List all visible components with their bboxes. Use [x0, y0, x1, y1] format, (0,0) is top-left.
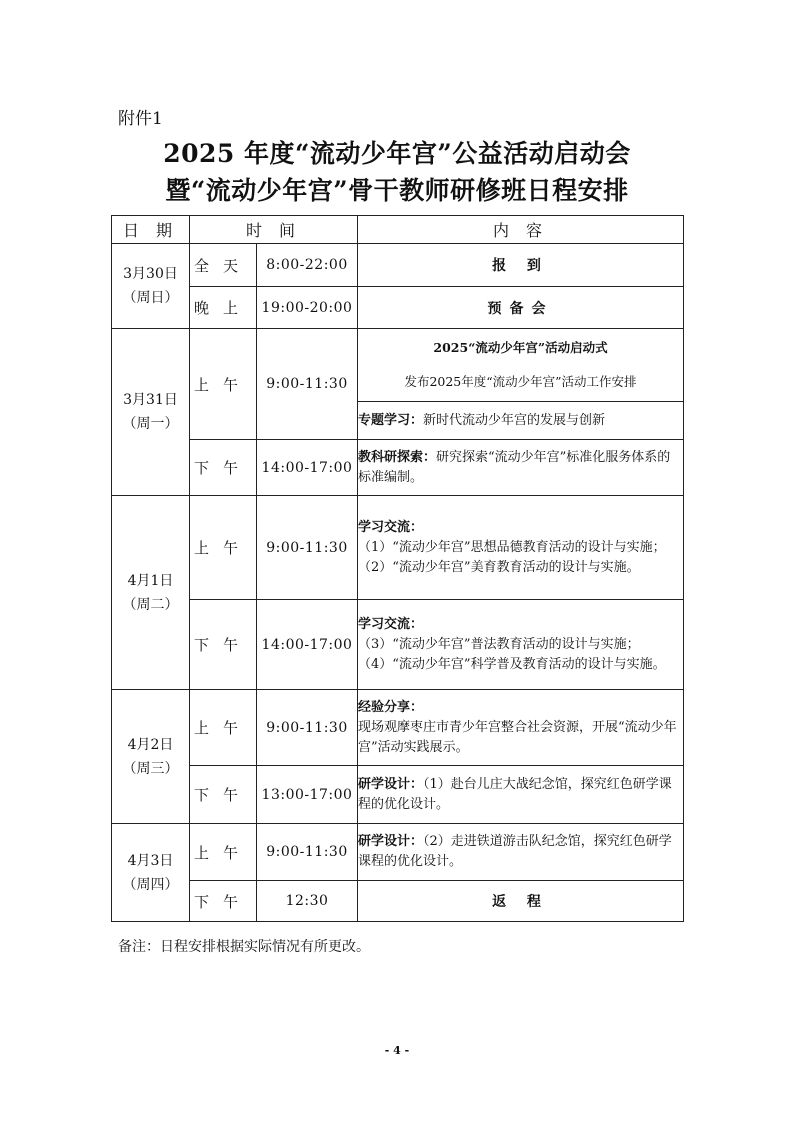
- content-cell: [358, 824, 684, 881]
- table-row: [112, 766, 684, 824]
- content-label: 经验分享：: [358, 699, 424, 715]
- date-text: 4月2日: [127, 736, 174, 753]
- content-label: 研学设计：: [358, 834, 424, 849]
- content-cell: 返 程: [358, 881, 684, 922]
- period-cell: 晚上: [190, 287, 257, 329]
- content-cell: [358, 766, 684, 824]
- header-date: 日 期: [112, 216, 190, 244]
- period-cell: 上午: [190, 496, 257, 600]
- time-cell: 19:00-20:00: [257, 287, 358, 329]
- time-cell: 14:00-17:00: [257, 600, 358, 690]
- content-cell: [358, 329, 684, 402]
- ceremony-subtitle: 发布2025年度“流动少年宫”活动工作安排: [404, 374, 637, 389]
- content-cell: 预备会: [358, 287, 684, 329]
- table-row: [112, 690, 684, 766]
- weekday-text: （周三）: [122, 760, 179, 777]
- page-number: - 4 -: [384, 1044, 410, 1057]
- table-row: [112, 440, 684, 496]
- date-cell: [112, 244, 190, 329]
- content-label: 学习交流：: [358, 519, 424, 535]
- content-label: 学习交流：: [358, 616, 424, 632]
- table-row: [112, 600, 684, 690]
- period-cell: 下午: [190, 600, 257, 690]
- table-row: [112, 329, 684, 402]
- time-cell: 9:00-11:30: [257, 329, 358, 440]
- content-cell: [358, 690, 684, 766]
- period-cell: 下午: [190, 766, 257, 824]
- time-cell: 12:30: [257, 881, 358, 922]
- content-cell: [358, 496, 684, 600]
- weekday-text: （周一）: [122, 416, 179, 432]
- content-text: 新时代流动少年宫的发展与创新: [423, 412, 606, 428]
- period-cell: 下午: [190, 881, 257, 922]
- period-cell: 全天: [190, 244, 257, 287]
- date-text: 4月1日: [127, 572, 174, 589]
- content-cell: [358, 600, 684, 690]
- content-text: （4）“流动少年宫”科学普及教育活动的设计与实施。: [358, 656, 666, 672]
- footnote: 备注：日程安排根据实际情况有所更改。: [118, 939, 370, 955]
- content-label: 教科研探索：: [358, 449, 437, 465]
- page-title-line2: 暨“流动少年宫”骨干教师研修班日程安排: [165, 176, 629, 205]
- time-cell: 14:00-17:00: [257, 440, 358, 496]
- time-cell: 9:00-11:30: [257, 496, 358, 600]
- content-text: （2）“流动少年宫”美育教育活动的设计与实施。: [358, 559, 640, 575]
- content-label: 专题学习：: [358, 412, 424, 428]
- date-cell: [112, 824, 190, 922]
- time-cell: 9:00-11:30: [257, 690, 358, 766]
- period-cell: 上午: [190, 824, 257, 881]
- content-cell: [358, 402, 684, 440]
- content-label: 研学设计：: [358, 776, 424, 792]
- table-row: [112, 244, 684, 287]
- content-cell: [358, 440, 684, 496]
- content-cell: 报 到: [358, 244, 684, 287]
- content-text: 现场观摩枣庄市青少年宫整合社会资源，开展“流动少年宫”活动实践展示。: [358, 719, 677, 755]
- date-text: 3月31日: [123, 392, 178, 408]
- date-cell: [112, 329, 190, 496]
- header-row: [112, 216, 684, 244]
- content-text: （1）“流动少年宫”思想品德教育活动的设计与实施；: [358, 539, 666, 555]
- table-row: [112, 824, 684, 881]
- header-time: 时 间: [190, 216, 358, 244]
- period-cell: 下午: [190, 440, 257, 496]
- date-cell: [112, 496, 190, 690]
- time-cell: 8:00-22:00: [257, 244, 358, 287]
- time-cell: 9:00-11:30: [257, 824, 358, 881]
- header-content: 内 容: [358, 216, 684, 244]
- content-text: （2）走进铁道游击队纪念馆，探究红色研学课程的优化设计。: [358, 834, 672, 869]
- date-cell: [112, 690, 190, 824]
- ceremony-title: 2025“流动少年宫”活动启动式: [433, 340, 608, 355]
- table-row: [112, 287, 684, 329]
- schedule-table: [111, 215, 684, 922]
- weekday-text: （周二）: [122, 596, 179, 613]
- date-text: 4月3日: [127, 852, 174, 869]
- weekday-text: （周日）: [122, 290, 179, 306]
- table-row: [112, 496, 684, 600]
- table-row: [112, 881, 684, 922]
- content-text: （1）赴台儿庄大战纪念馆，探究红色研学课程的优化设计。: [358, 776, 672, 812]
- attachment-label: 附件1: [118, 109, 163, 129]
- date-text: 3月30日: [123, 266, 178, 282]
- weekday-text: （周四）: [122, 876, 179, 893]
- content-text: （3）“流动少年宫”普法教育活动的设计与实施；: [358, 636, 640, 652]
- page-title-line1: 2025 年度“流动少年宫”公益活动启动会: [163, 139, 631, 168]
- time-cell: 13:00-17:00: [257, 766, 358, 824]
- content-text: 研究探索“流动少年宫”标准化服务体系的标准编制。: [358, 449, 671, 485]
- period-cell: 上午: [190, 690, 257, 766]
- period-cell: 上午: [190, 329, 257, 440]
